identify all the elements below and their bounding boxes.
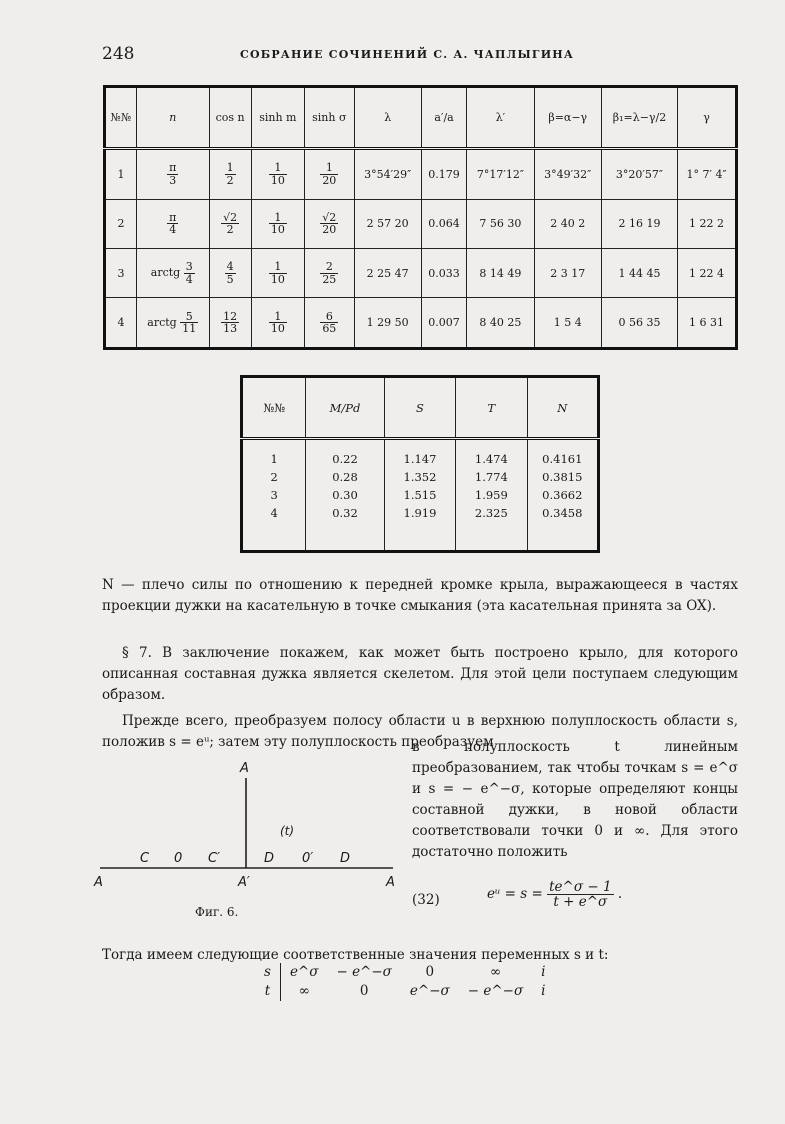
table-cell: i — [541, 964, 546, 980]
table-cell: 1 5 4 — [534, 298, 601, 349]
cos-fraction: $\frac{1}{2}$ — [226, 161, 234, 187]
table-cell: 0.28 — [332, 470, 358, 484]
table-cell: i — [541, 983, 546, 999]
col-header: β=α−γ — [534, 87, 601, 149]
equation-fraction — [547, 880, 613, 909]
col-header: γ — [678, 87, 737, 149]
sinhs-fraction: $\frac{√2}{20}$ — [322, 210, 337, 237]
table-cell: 4 — [105, 298, 137, 349]
equation-32: eᵘ = s = $\frac{te\^{}\sigma - 1}{t + e\^{}\sigma}$ . — [487, 879, 623, 911]
table-cell: 8 14 49 — [467, 248, 534, 297]
paragraph-n-definition: N — плечо силы по отношению к передней кромке крыла, выражающееся в частях проекции дужки на касательную в точке смыкания (эта касательная принята за OX). — [102, 577, 738, 614]
table-column — [306, 439, 385, 552]
page-number: 248 — [102, 44, 135, 64]
row-label: s — [255, 963, 280, 982]
table-cell: 0.30 — [332, 488, 358, 502]
table-cell: 1.959 — [474, 488, 508, 502]
col-header: λ — [354, 87, 421, 149]
table-column — [384, 439, 455, 552]
figure-label: A — [240, 761, 249, 776]
table-cell: 1.919 — [403, 506, 437, 520]
row-label: t — [255, 982, 280, 1001]
table-cell: 1.474 — [474, 452, 508, 466]
figure-label: 0′ — [302, 851, 314, 866]
equation-lhs: eᵘ = s = — [487, 886, 543, 903]
table-cell: e^σ — [289, 964, 319, 980]
table-cell: 0.007 — [421, 298, 466, 349]
table-cell: 1 29 50 — [354, 298, 421, 349]
table-cell: 1 6 31 — [678, 298, 737, 349]
table-row — [255, 963, 555, 982]
sinhm-fraction: $\frac{1}{10}$ — [270, 210, 285, 237]
table-cell: 1 44 45 — [601, 248, 677, 297]
sinhm-fraction: $\frac{1}{10}$ — [270, 260, 285, 286]
table-cell: arctg $\frac{3}{4}$ — [136, 248, 209, 297]
table-cell — [251, 149, 305, 200]
equation-denominator: t + e^σ — [553, 894, 608, 911]
table-row — [105, 199, 737, 248]
paragraph-correspondence: Тогда имеем следующие соответственные значения переменных s и t: — [102, 947, 609, 963]
col-header: cos n — [209, 87, 251, 149]
running-title: СОБРАНИЕ СОЧИНЕНИЙ С. А. ЧАПЛЫГИНА — [240, 48, 575, 61]
table-row — [255, 982, 555, 1001]
figure-label: (t) — [280, 824, 295, 838]
table-cell: 1 — [105, 149, 137, 200]
table-cell: 2 16 19 — [601, 199, 677, 248]
col-header: T — [456, 377, 527, 439]
table-cell: 1° 7′ 4″ — [678, 149, 737, 200]
table-cell: 3 — [105, 248, 137, 297]
table-cell: 2 40 2 — [534, 199, 601, 248]
figure-label: C′ — [208, 851, 221, 866]
figure-label: A′ — [238, 875, 250, 890]
table-row — [105, 298, 737, 349]
table-cell: e^−σ — [409, 983, 450, 999]
table-cell: 0.32 — [332, 506, 358, 520]
figure-label: 0 — [174, 851, 183, 866]
table-cell — [251, 199, 305, 248]
table-cell — [305, 298, 354, 349]
figure-6 — [88, 756, 408, 916]
col-header: N — [527, 377, 598, 439]
table-cell: 3°20′57″ — [601, 149, 677, 200]
table-column — [527, 439, 598, 552]
table-cell: 4 — [270, 506, 278, 520]
cos-fraction: $\frac{√2}{2}$ — [223, 210, 238, 237]
table-cell: 8 40 25 — [467, 298, 534, 349]
table-header-row — [242, 377, 599, 439]
col-header: sinh m — [251, 87, 305, 149]
table-cell — [209, 298, 251, 349]
col-header: №№ — [242, 377, 306, 439]
n-fraction: $\frac{\pi}{3}$ — [169, 161, 177, 187]
table-cell: 2 — [270, 470, 278, 484]
cos-fraction: $\frac{4}{5}$ — [226, 260, 234, 286]
table-cell: 2.325 — [474, 506, 508, 520]
col-header: S — [384, 377, 455, 439]
table-cell: 1 22 2 — [678, 199, 737, 248]
table-cell: ∞ — [298, 983, 310, 999]
table-cell: 0.22 — [332, 452, 358, 466]
n-fraction: $\frac{3}{4}$ — [185, 260, 193, 286]
sinhs-fraction: $\frac{6}{65}$ — [322, 309, 337, 336]
table-cell: 1 22 4 — [678, 248, 737, 297]
figure-caption: Фиг. 6. — [195, 905, 239, 919]
paragraph-transformation-continued: в полуплоскость t линейным преобразованием, так чтобы точкам s = e^σ и s = − e^−σ, которые определяют концы составной дужки, в новой области соответствовали точки 0 и ∞. Для этого достаточно положить — [412, 739, 738, 860]
col-header: λ′ — [467, 87, 534, 149]
col-header: β₁=λ−γ/2 — [601, 87, 677, 149]
table-cell: 1 — [270, 452, 278, 466]
paragraph-section-7: § 7. В заключение покажем, как может быть построено крыло, для которого описанная составная дужка является скелетом. Для этой цели поступаем следующим образом. — [102, 645, 738, 703]
col-header: M/Pd — [306, 377, 385, 439]
sinhs-fraction: $\frac{2}{25}$ — [322, 260, 337, 286]
table-cell: 0.3662 — [542, 488, 583, 502]
sinhm-fraction: $\frac{1}{10}$ — [270, 309, 285, 336]
n-fraction: $\frac{5}{11}$ — [182, 309, 197, 336]
table-cell: 0.4161 — [542, 452, 583, 466]
table-cell — [305, 149, 354, 200]
paragraph-transformation: Прежде всего, преобразуем полосу области u в верхнюю полуплоскость области s, положив s = eᵘ; затем эту полуплоскость преобразуем — [102, 713, 738, 750]
table-column — [456, 439, 527, 552]
results-table-1 — [103, 85, 738, 350]
sinhs-fraction: $\frac{1}{20}$ — [322, 161, 337, 187]
table-cell: 0 — [359, 983, 369, 999]
col-header: №№ — [105, 87, 137, 149]
col-header: n — [136, 87, 209, 149]
table-cell — [305, 248, 354, 297]
cos-fraction: $\frac{12}{13}$ — [223, 309, 238, 336]
table-cell: 0 — [425, 964, 435, 980]
table-cell — [251, 298, 305, 349]
equation-numerator: te^σ − 1 — [549, 879, 612, 895]
table-cell: 0 56 35 — [601, 298, 677, 349]
table-cell: 2 — [105, 199, 137, 248]
table-cell: 1.147 — [403, 452, 437, 466]
table-cell: 2 57 20 — [354, 199, 421, 248]
table-cell: − e^−σ — [467, 983, 524, 999]
table-header-row — [105, 87, 737, 149]
figure-label: D — [264, 851, 275, 866]
table-cell: 1.515 — [403, 488, 437, 502]
equation-number: (32) — [412, 892, 440, 908]
correspondence-table — [255, 963, 555, 1001]
figure-label: C — [140, 851, 150, 866]
table-cell — [209, 199, 251, 248]
figure-label: A — [94, 875, 103, 890]
table-cell: 7°17′12″ — [467, 149, 534, 200]
col-header: a′/a — [421, 87, 466, 149]
n-fraction: $\frac{\pi}{4}$ — [169, 210, 177, 237]
figure-label: D — [340, 851, 351, 866]
table-row — [105, 248, 737, 297]
table-cell — [136, 149, 209, 200]
figure-label: A — [386, 875, 395, 890]
table-cell: 0.3458 — [542, 506, 583, 520]
table-cell: 3°54′29″ — [354, 149, 421, 200]
table-cell: 1.352 — [403, 470, 437, 484]
table-cell — [209, 248, 251, 297]
table-cell: 3°49′32″ — [534, 149, 601, 200]
table-cell: 2 3 17 — [534, 248, 601, 297]
table-cell: − e^−σ — [336, 964, 392, 980]
table-cell: 3 — [270, 488, 278, 502]
table-column — [242, 439, 306, 552]
table-row — [105, 149, 737, 200]
col-header: sinh σ — [305, 87, 354, 149]
table-cell — [251, 248, 305, 297]
table-cell: 0.064 — [421, 199, 466, 248]
table-cell: 0.3815 — [542, 470, 583, 484]
table-cell: 2 25 47 — [354, 248, 421, 297]
table-cell: arctg $\frac{5}{11}$ — [136, 298, 209, 349]
results-table-2 — [240, 375, 600, 553]
table-cell — [305, 199, 354, 248]
table-cell: 0.179 — [421, 149, 466, 200]
table-cell: 1.774 — [474, 470, 508, 484]
table-cell — [209, 149, 251, 200]
table-cell — [136, 199, 209, 248]
table-cell: ∞ — [489, 964, 502, 980]
table-cell: 7 56 30 — [467, 199, 534, 248]
table-cell: 0.033 — [421, 248, 466, 297]
sinhm-fraction: $\frac{1}{10}$ — [270, 161, 285, 187]
